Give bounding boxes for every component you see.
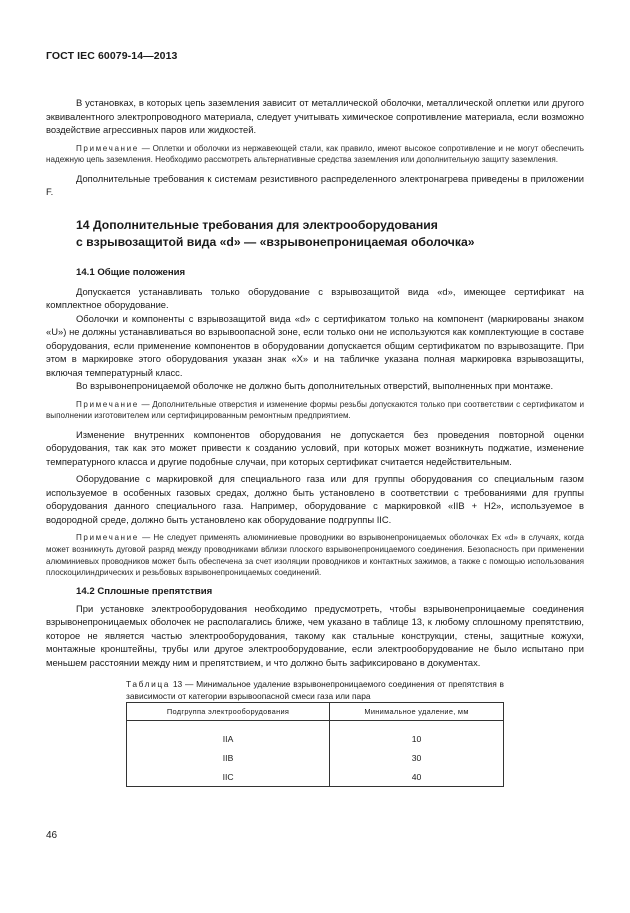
table-row	[127, 748, 504, 767]
table-cell-group: IIC	[127, 767, 330, 787]
table-13	[126, 702, 504, 787]
table-cell-distance: 30	[330, 748, 504, 767]
note-text: — Не следует применять алюминиевые проводники во взрывонепроницаемых оболочках Ex «d» в случаях, когда может возникнуть дуговой разряд между проводниками вблизи плоского взрывонепроницаемого соединения. Безопасность при применении алюминиевых проводников может быть обеспечена за счет изоляции проводников и контактных зажимов, а также с помощью использования плоскоцилиндрических и резьбовых взрывонепроницаемых соединений.	[46, 533, 584, 578]
table-cell-group: IIB	[127, 748, 330, 767]
note-label: Примечание	[76, 399, 139, 409]
document-body	[46, 96, 584, 787]
paragraph-component-certificate: Оболочки и компоненты с взрывозащитой вида «d» с сертификатом только на компонент (маркированы знаком «U») не должны устанавливаться во взрывоопасной зоне, если только они не используются как комплектующие в составе оборудования, если применение компонентов в оборудовании допускается общим сертификатом по взрывозащите. При этом в маркировке этого оборудования указан знак «X» и на табличке указана полная маркировка взрывозащиты, включая температурный класс.	[46, 312, 584, 378]
note-stainless-sheath	[46, 143, 584, 166]
table-caption-label: Таблица	[126, 679, 171, 690]
table-cell-distance: 10	[330, 729, 504, 748]
table-row	[127, 767, 504, 787]
paragraph-grounding-sheath: В установках, в которых цепь заземления зависит от металлической оболочки, металлической оплетки или другого эквивалентного электропроводного материала, следует учитывать химическое сопротивление материала, если возможно воздействие агрессивных паров или жидкостей.	[46, 97, 584, 135]
table-cell-distance: 40	[330, 767, 504, 787]
section-14-title: 14 Дополнительные требования для электрооборудования с взрывозащитой вида «d» — «взрывонепроницаемая оболочка»	[76, 217, 475, 249]
paragraph-no-extra-holes: Во взрывонепроницаемой оболочке не должно быть дополнительных отверстий, выполненных при монтаже.	[76, 380, 554, 392]
note-text: — Оплетки и оболочки из нержавеющей стали, как правило, имеют высокое сопротивление и не могут обеспечить надежную цепь заземления. Необходимо рассмотреть альтернативные средства заземления или дополнительную защиту заземления.	[46, 143, 584, 165]
paragraph-solid-obstacles: При установке электрооборудования необходимо предусмотреть, чтобы взрывонепроницаемые соединения взрывонепроницаемых оболочек не располагались ближе, чем указано в таблице 13, к любому сплошному препятствию, которое не является частью электрооборудования, такому как стальные конструкции, стены, защитные кожухи, монтажные кронштейны, трубы или другое электрооборудование, если электрооборудование не было испытано при меньшем расстоянии между ним и препятствием, и что должно быть зафиксировано в документах.	[46, 602, 584, 668]
subsection-14-2-title: 14.2 Сплошные препятствия	[76, 585, 213, 597]
subsection-14-1-title: 14.1 Общие положения	[76, 266, 186, 278]
note-aluminium-conductors	[46, 532, 584, 578]
note-label: Примечание	[76, 533, 139, 543]
table-cell-group: IIA	[127, 729, 330, 748]
page-number: 46	[46, 830, 58, 841]
note-label: Примечание	[76, 143, 139, 153]
paragraph-annex-f: Дополнительные требования к системам резистивного распределенного электронагрева приведены в приложении F.	[46, 172, 584, 198]
note-text: — Дополнительные отверстия и изменение формы резьбы допускаются только при соответствии с сертификатом и выполнении изготовителем или сертифицированным ремонтным предприятием.	[46, 399, 584, 421]
table-13-caption	[126, 679, 504, 702]
document-header: ГОСТ IEC 60079-14—2013	[46, 50, 178, 62]
paragraph-special-gas: Оборудование с маркировкой для специального газа или для группы оборудования со специальным газом используемое в особенных газовых средах, должно быть установлено в соответствии с требованиями для группы оборудования данного специального газа. Например, оборудование с маркировкой «IIB + H2», используемое в водородной среде, должно быть установлено как оборудование подгруппы IIC.	[46, 473, 584, 525]
paragraph-internal-changes: Изменение внутренних компонентов оборудования не допускается без проведения повторной оценки оборудования, так как это может привести к созданию условий, при которых может возникнуть поджатие, изменение температурного класса и другие подобные случаи, при которых сертификат считается недействительным.	[46, 428, 584, 467]
paragraph-certified-equipment: Допускается устанавливать только оборудование с взрывозащитой вида «d», имеющее сертификат на комплектное оборудование.	[46, 285, 584, 311]
note-thread-modification	[46, 399, 584, 422]
column-header-distance: Минимальное удаление, мм	[330, 703, 504, 721]
table-row	[127, 729, 504, 748]
table-caption-text: 13 — Минимальное удаление взрывонепроницаемого соединения от препятствия в зависимости от категории взрывоопасной смеси газа или пара	[126, 679, 504, 701]
column-header-group: Подгруппа электрооборудования	[127, 703, 330, 721]
